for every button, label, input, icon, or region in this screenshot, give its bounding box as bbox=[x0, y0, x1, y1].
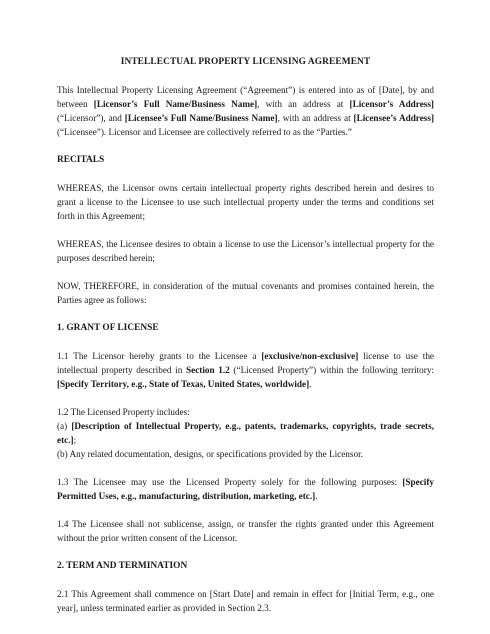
recitals-heading: RECITALS bbox=[57, 155, 105, 165]
licensor-name-placeholder: [Licensor’s Full Name/Business Name] bbox=[93, 99, 258, 109]
intro-text: (“Licensor”), and bbox=[57, 113, 125, 123]
clause-1-3 bbox=[57, 475, 434, 503]
clause-1-2-a bbox=[57, 419, 434, 447]
territory-placeholder: [Specify Territory, e.g., State of Texas, United States, worldwide] bbox=[57, 379, 310, 389]
clause-text: . bbox=[309, 379, 312, 389]
intro-text: , with an address at bbox=[257, 99, 350, 109]
section-1-heading: 1. GRANT OF LICENSE bbox=[57, 323, 159, 333]
clause-text: (“Licensed Property”) within the following territory: bbox=[229, 365, 434, 375]
document-title: INTELLECTUAL PROPERTY LICENSING AGREEMENT bbox=[120, 57, 371, 67]
ip-description-placeholder: [Description of Intellectual Property, e.g., patents, trademarks, copyrights, trade secrets, etc.] bbox=[57, 421, 434, 445]
intro-paragraph bbox=[57, 83, 434, 139]
licensor-address-placeholder: [Licensor’s Address] bbox=[349, 99, 434, 109]
section-2-heading: 2. TERM AND TERMINATION bbox=[57, 561, 188, 571]
licensee-name-placeholder: [Licensee’s Full Name/Business Name] bbox=[124, 113, 278, 123]
recital-whereas-2: WHEREAS, the Licensee desires to obtain a license to use the Licensor’s intellectual property for the purposes described herein; bbox=[57, 239, 434, 263]
recital-whereas-1: WHEREAS, the Licensor owns certain intellectual property rights described herein and desires to grant a license to the Licensee to use such intellectual property under the terms and conditions set forth in this Agreement; bbox=[57, 183, 434, 221]
clause-2-1: 2.1 This Agreement shall commence on [Start Date] and remain in effect for [Initial Term, e.g., one year], unless terminated earlier as provided in Section 2.3. bbox=[57, 589, 434, 613]
permitted-uses-placeholder: [Specify Permitted Uses, e.g., manufacturing, distribution, marketing, etc.] bbox=[57, 477, 434, 501]
intro-text: This Intellectual Property Licensing Agreement (“Agreement”) is entered into as of [Date], by and between bbox=[57, 85, 434, 109]
clause-text: 1.3 The Licensee may use the Licensed Property solely for the following purposes: bbox=[57, 477, 403, 487]
section-reference: Section 1.2 bbox=[186, 365, 230, 375]
clause-text: . bbox=[315, 491, 318, 501]
intro-text: (“Licensee”). Licensor and Licensee are collectively referred to as the “Parties.” bbox=[57, 127, 352, 137]
clause-1-1 bbox=[57, 349, 434, 391]
clause-1-4: 1.4 The Licensee shall not sublicense, assign, or transfer the rights granted under this Agreement without the prior written consent of the Licensor. bbox=[57, 519, 434, 543]
clause-text: ; bbox=[73, 435, 77, 445]
clause-1-2-b: (b) Any related documentation, designs, or specifications provided by the Licensor. bbox=[57, 449, 363, 459]
recital-now-therefore: NOW, THEREFORE, in consideration of the mutual covenants and promises contained herein, the Parties agree as follows: bbox=[57, 281, 434, 305]
clause-1-2-lead: 1.2 The Licensed Property includes: bbox=[57, 407, 190, 417]
intro-text: , with an address at bbox=[277, 113, 354, 123]
clause-text: license to use the intellectual property described in bbox=[57, 351, 434, 375]
clause-text: (a) bbox=[57, 421, 72, 431]
licensee-address-placeholder: [Licensee’s Address] bbox=[353, 113, 435, 123]
license-type-placeholder: [exclusive/non-exclusive] bbox=[261, 351, 359, 361]
clause-text: 1.1 The Licensor hereby grants to the Licensee a bbox=[57, 351, 262, 361]
